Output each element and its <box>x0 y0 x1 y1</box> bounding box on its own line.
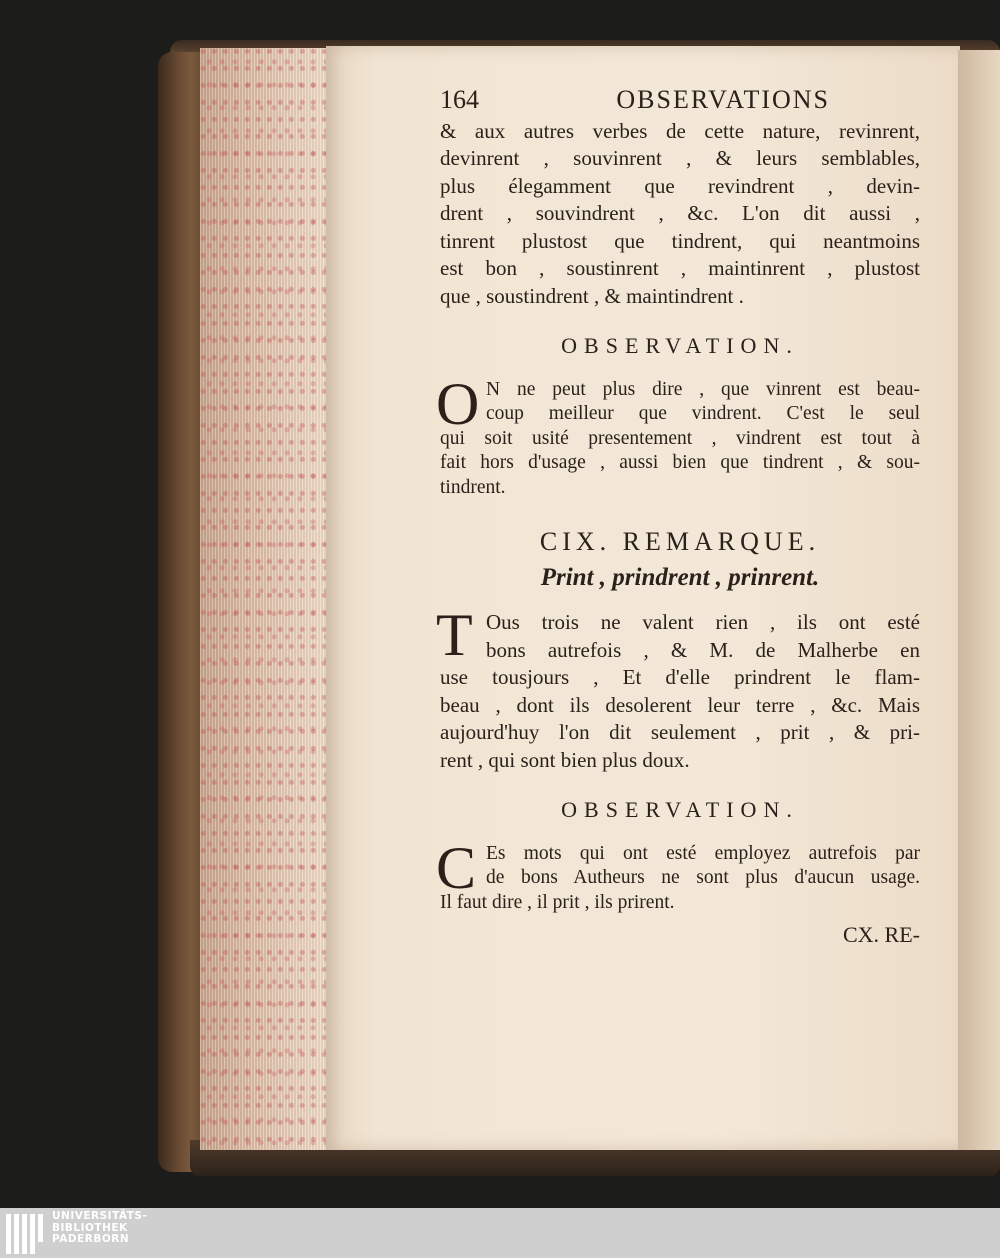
text-line: N ne peut plus dire , que vinrent est beau- <box>486 378 920 400</box>
text-line: plus élegamment que revindrent , devin- <box>440 173 920 198</box>
text-line: fait hors d'usage , aussi bien que tindrent , & sou- <box>440 452 920 473</box>
facing-page-edge <box>958 50 1000 1150</box>
text-line: coup meilleur que vindrent. C'est le seul <box>486 403 920 424</box>
page-edges <box>200 48 328 1150</box>
catchword: CX. RE- <box>843 922 920 947</box>
drop-cap: O <box>436 370 480 437</box>
observation-heading: OBSERVATION. <box>561 797 799 822</box>
remarque-heading: CIX. REMARQUE. <box>539 527 821 556</box>
library-footer <box>0 1208 1000 1258</box>
logo-line: BIBLIOTHEK <box>52 1221 128 1234</box>
opening-paragraph <box>440 118 920 311</box>
text-line: de bons Autheurs ne sont plus d'aucun usage. <box>486 867 920 888</box>
text-line: Il faut dire , il prit , ils prirent. <box>440 891 675 913</box>
library-logo-text <box>52 1211 147 1246</box>
text-line: use tousjours , Et d'elle prindrent le flam- <box>440 665 920 689</box>
text-line: aujourd'huy l'on dit seulement , prit , & pri- <box>440 720 920 744</box>
drop-cap: C <box>436 834 477 901</box>
logo-line: UNIVERSITÄTS- <box>52 1210 148 1222</box>
library-logo-icon <box>6 1214 46 1254</box>
page-text <box>436 85 920 949</box>
text-line: tinrent plustost que tindrent, qui neantmoins <box>440 228 920 253</box>
remarque-paragraph <box>436 602 920 774</box>
text-line: est bon , soustinrent , maintinrent , plustost <box>440 256 920 280</box>
drop-cap: T <box>436 602 473 668</box>
text-line: beau , dont ils desolerent leur terre , &c. Mais <box>440 692 920 717</box>
remarque-subtitle: Print , prindrent , prinrent. <box>540 563 820 591</box>
running-head <box>440 86 920 114</box>
text-line: bons autrefois , & M. de Malherbe en <box>486 637 920 662</box>
text-line: Ous trois ne valent rien , ils ont esté <box>486 610 920 634</box>
observation-paragraph <box>436 834 920 916</box>
logo-line: PADERBORN <box>52 1233 130 1245</box>
text-line: devinrent , souvinrent , & leurs semblables, <box>440 146 920 170</box>
text-line: que , soustindrent , & maintindrent . <box>440 283 744 308</box>
observation-paragraph <box>436 370 920 501</box>
text-line: drent , souvindrent , &c. L'on dit aussi , <box>440 201 920 225</box>
running-title: OBSERVATIONS <box>616 85 830 114</box>
text-line: Es mots qui ont esté employez autrefois par <box>486 842 920 864</box>
text-line: rent , qui sont bien plus doux. <box>440 747 690 772</box>
page-number: 164 <box>440 85 479 114</box>
text-line: & aux autres verbes de cette nature, revinrent, <box>440 118 920 143</box>
text-line: qui soit usité presentement , vindrent est tout à <box>440 427 920 449</box>
text-line: tindrent. <box>440 476 506 498</box>
observation-heading: OBSERVATION. <box>561 333 799 358</box>
